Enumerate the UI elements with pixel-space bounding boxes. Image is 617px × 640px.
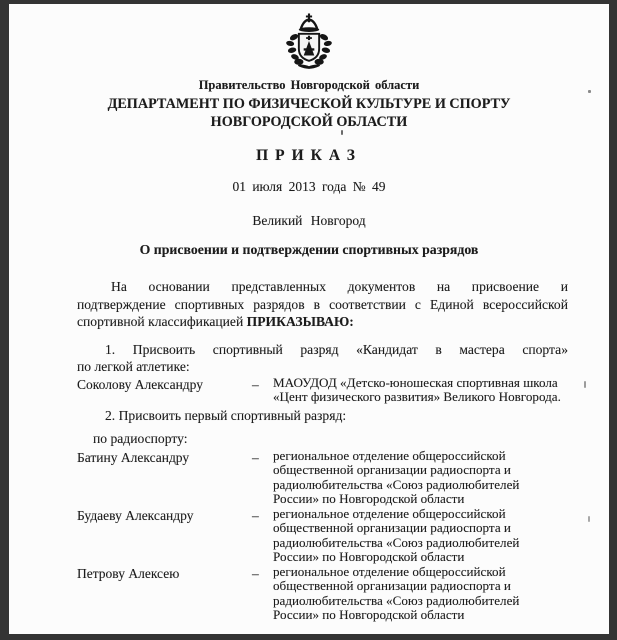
- athlete-name: Соколову Александру: [77, 376, 203, 392]
- award-entry: [77, 565, 568, 623]
- preamble-line1: На основании представленных документов на присвоение и: [111, 279, 568, 294]
- order-item-2: [77, 407, 568, 425]
- athlete-organization: региональное отделение общероссийской общественной организации радиоспорта и радиолюбительства «Союз радиолюбителей России» по Новгородской области: [273, 505, 520, 564]
- athlete-name: Батину Александру: [77, 449, 190, 465]
- award-entry: [77, 376, 568, 405]
- document-city: Великий Новгород: [252, 213, 366, 228]
- athlete-name: Будаеву Александру: [77, 507, 194, 523]
- item1-sport-label: по легкой атлетике:: [77, 359, 190, 374]
- entry-dash: –: [252, 565, 259, 581]
- preamble-line3-text: спортивной классификацией: [77, 314, 247, 329]
- award-entry: [77, 449, 568, 507]
- entry-dash: –: [252, 449, 259, 465]
- athlete-organization: региональное отделение общероссийской общественной организации радиоспорта и радиолюбительства «Союз радиолюбителей России» по Новгородской области: [273, 447, 520, 506]
- document-subject: О присвоении и подтверждении спортивных разрядов: [139, 242, 479, 257]
- preamble-line2: подтверждение спортивных разрядов в соответствии с Единой всероссийской: [77, 296, 568, 312]
- athlete-organization: региональное отделение общероссийской общественной организации радиоспорта и радиолюбительства «Союз радиолюбителей России» по Новгородской области: [273, 563, 520, 622]
- athlete-organization: МАОУДОД «Детско-юношеская спортивная школа «Цент физического развития» Великого Новгорода.: [273, 374, 561, 404]
- entry-dash: –: [252, 376, 259, 392]
- item2-sport-label-wrap: [77, 430, 568, 448]
- item2-sport-label: по радиоспорту:: [93, 431, 188, 446]
- document-page: [9, 4, 609, 634]
- award-entry: [77, 507, 568, 565]
- scan-artifact: [588, 90, 591, 93]
- order-item-1: [77, 341, 568, 376]
- scan-artifact: [584, 381, 586, 388]
- item1-line1: 1. Присвоить спортивный разряд «Кандидат в мастера спорта»: [105, 341, 568, 357]
- preamble-paragraph: [77, 278, 568, 331]
- department-name-line2: НОВГОРОДСКОЙ ОБЛАСТИ: [210, 114, 408, 130]
- scan-artifact: [341, 130, 343, 135]
- preamble-line3: [77, 313, 568, 331]
- entry-dash: –: [252, 507, 259, 523]
- item2-text: 2. Присвоить первый спортивный разряд:: [105, 407, 347, 423]
- order-verb: ПРИКАЗЫВАЮ:: [246, 314, 354, 329]
- issuing-authority: Правительство Новгородской области: [198, 78, 420, 92]
- scan-artifact: [588, 516, 590, 522]
- department-name-line1: ДЕПАРТАМЕНТ ПО ФИЗИЧЕСКОЙ КУЛЬТУРЕ И СПОРТУ: [107, 96, 511, 112]
- document-type-heading: ПРИКАЗ: [256, 147, 362, 164]
- athlete-name: Петрову Алексею: [77, 565, 180, 581]
- document-date-and-number: 01 июля 2013 года № 49: [232, 179, 386, 194]
- novgorod-oblast-coat-of-arms-icon: [280, 13, 338, 71]
